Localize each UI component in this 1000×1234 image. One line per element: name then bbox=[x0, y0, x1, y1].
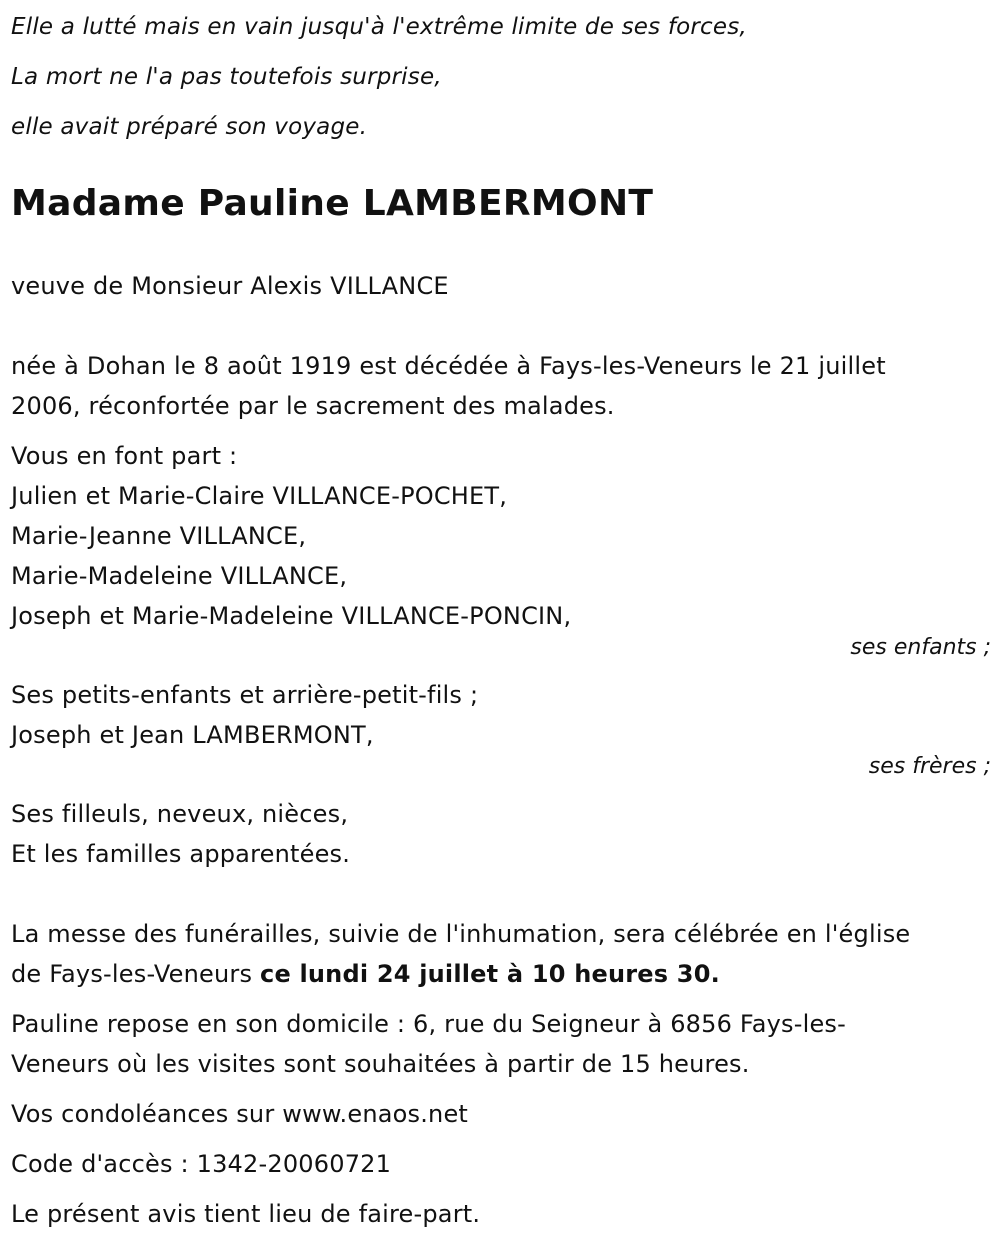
deceased-name: Madame Pauline LAMBERMONT bbox=[11, 183, 654, 224]
paragraph-line: née à Dohan le 8 août 1919 est décédée à Fays-les-Veneurs le 21 juillet bbox=[11, 352, 886, 380]
poem-line: La mort ne l'a pas toutefois surprise, bbox=[11, 64, 442, 90]
visitation-details bbox=[11, 1004, 991, 1084]
child-entry: Marie-Jeanne VILLANCE, bbox=[11, 522, 307, 550]
funeral-details bbox=[11, 914, 991, 994]
funeral-date-time: ce lundi 24 juillet à 10 heures 30. bbox=[260, 960, 720, 988]
closing-line: Le présent avis tient lieu de faire-part. bbox=[11, 1200, 481, 1228]
birth-death-paragraph bbox=[11, 346, 991, 426]
brothers-entry: Joseph et Jean LAMBERMONT, bbox=[11, 721, 374, 749]
visitation-line: Veneurs où les visites sont souhaitées à partir de 15 heures. bbox=[11, 1050, 750, 1078]
widow-of-line: veuve de Monsieur Alexis VILLANCE bbox=[11, 272, 449, 300]
funeral-line: La messe des funérailles, suivie de l'inhumation, sera célébrée en l'église bbox=[11, 920, 911, 948]
grandchildren-entry: Ses petits-enfants et arrière-petit-fils ; bbox=[11, 681, 479, 709]
death-notice bbox=[11, 0, 991, 1234]
brothers-label: ses frères ; bbox=[868, 754, 991, 779]
funeral-location: de Fays-les-Veneurs bbox=[11, 960, 261, 988]
epitaph-poem bbox=[11, 2, 991, 152]
child-entry: Marie-Madeleine VILLANCE, bbox=[11, 562, 348, 590]
others-entry: Et les familles apparentées. bbox=[11, 840, 351, 868]
condolences-line: Vos condoléances sur www.enaos.net bbox=[11, 1100, 469, 1128]
announcement-intro: Vous en font part : bbox=[11, 442, 238, 470]
paragraph-line: 2006, réconfortée par le sacrement des malades. bbox=[11, 392, 615, 420]
funeral-line bbox=[11, 954, 991, 994]
poem-line: Elle a lutté mais en vain jusqu'à l'extrême limite de ses forces, bbox=[11, 14, 747, 40]
visitation-line: Pauline repose en son domicile : 6, rue du Seigneur à 6856 Fays-les- bbox=[11, 1010, 846, 1038]
family-announcement bbox=[11, 436, 991, 874]
access-code-line: Code d'accès : 1342-20060721 bbox=[11, 1150, 392, 1178]
children-label: ses enfants ; bbox=[850, 635, 991, 660]
others-entry: Ses filleuls, neveux, nièces, bbox=[11, 800, 349, 828]
poem-line: elle avait préparé son voyage. bbox=[11, 114, 368, 140]
child-entry: Julien et Marie-Claire VILLANCE-POCHET, bbox=[11, 482, 508, 510]
child-entry: Joseph et Marie-Madeleine VILLANCE-PONCIN, bbox=[11, 602, 572, 630]
